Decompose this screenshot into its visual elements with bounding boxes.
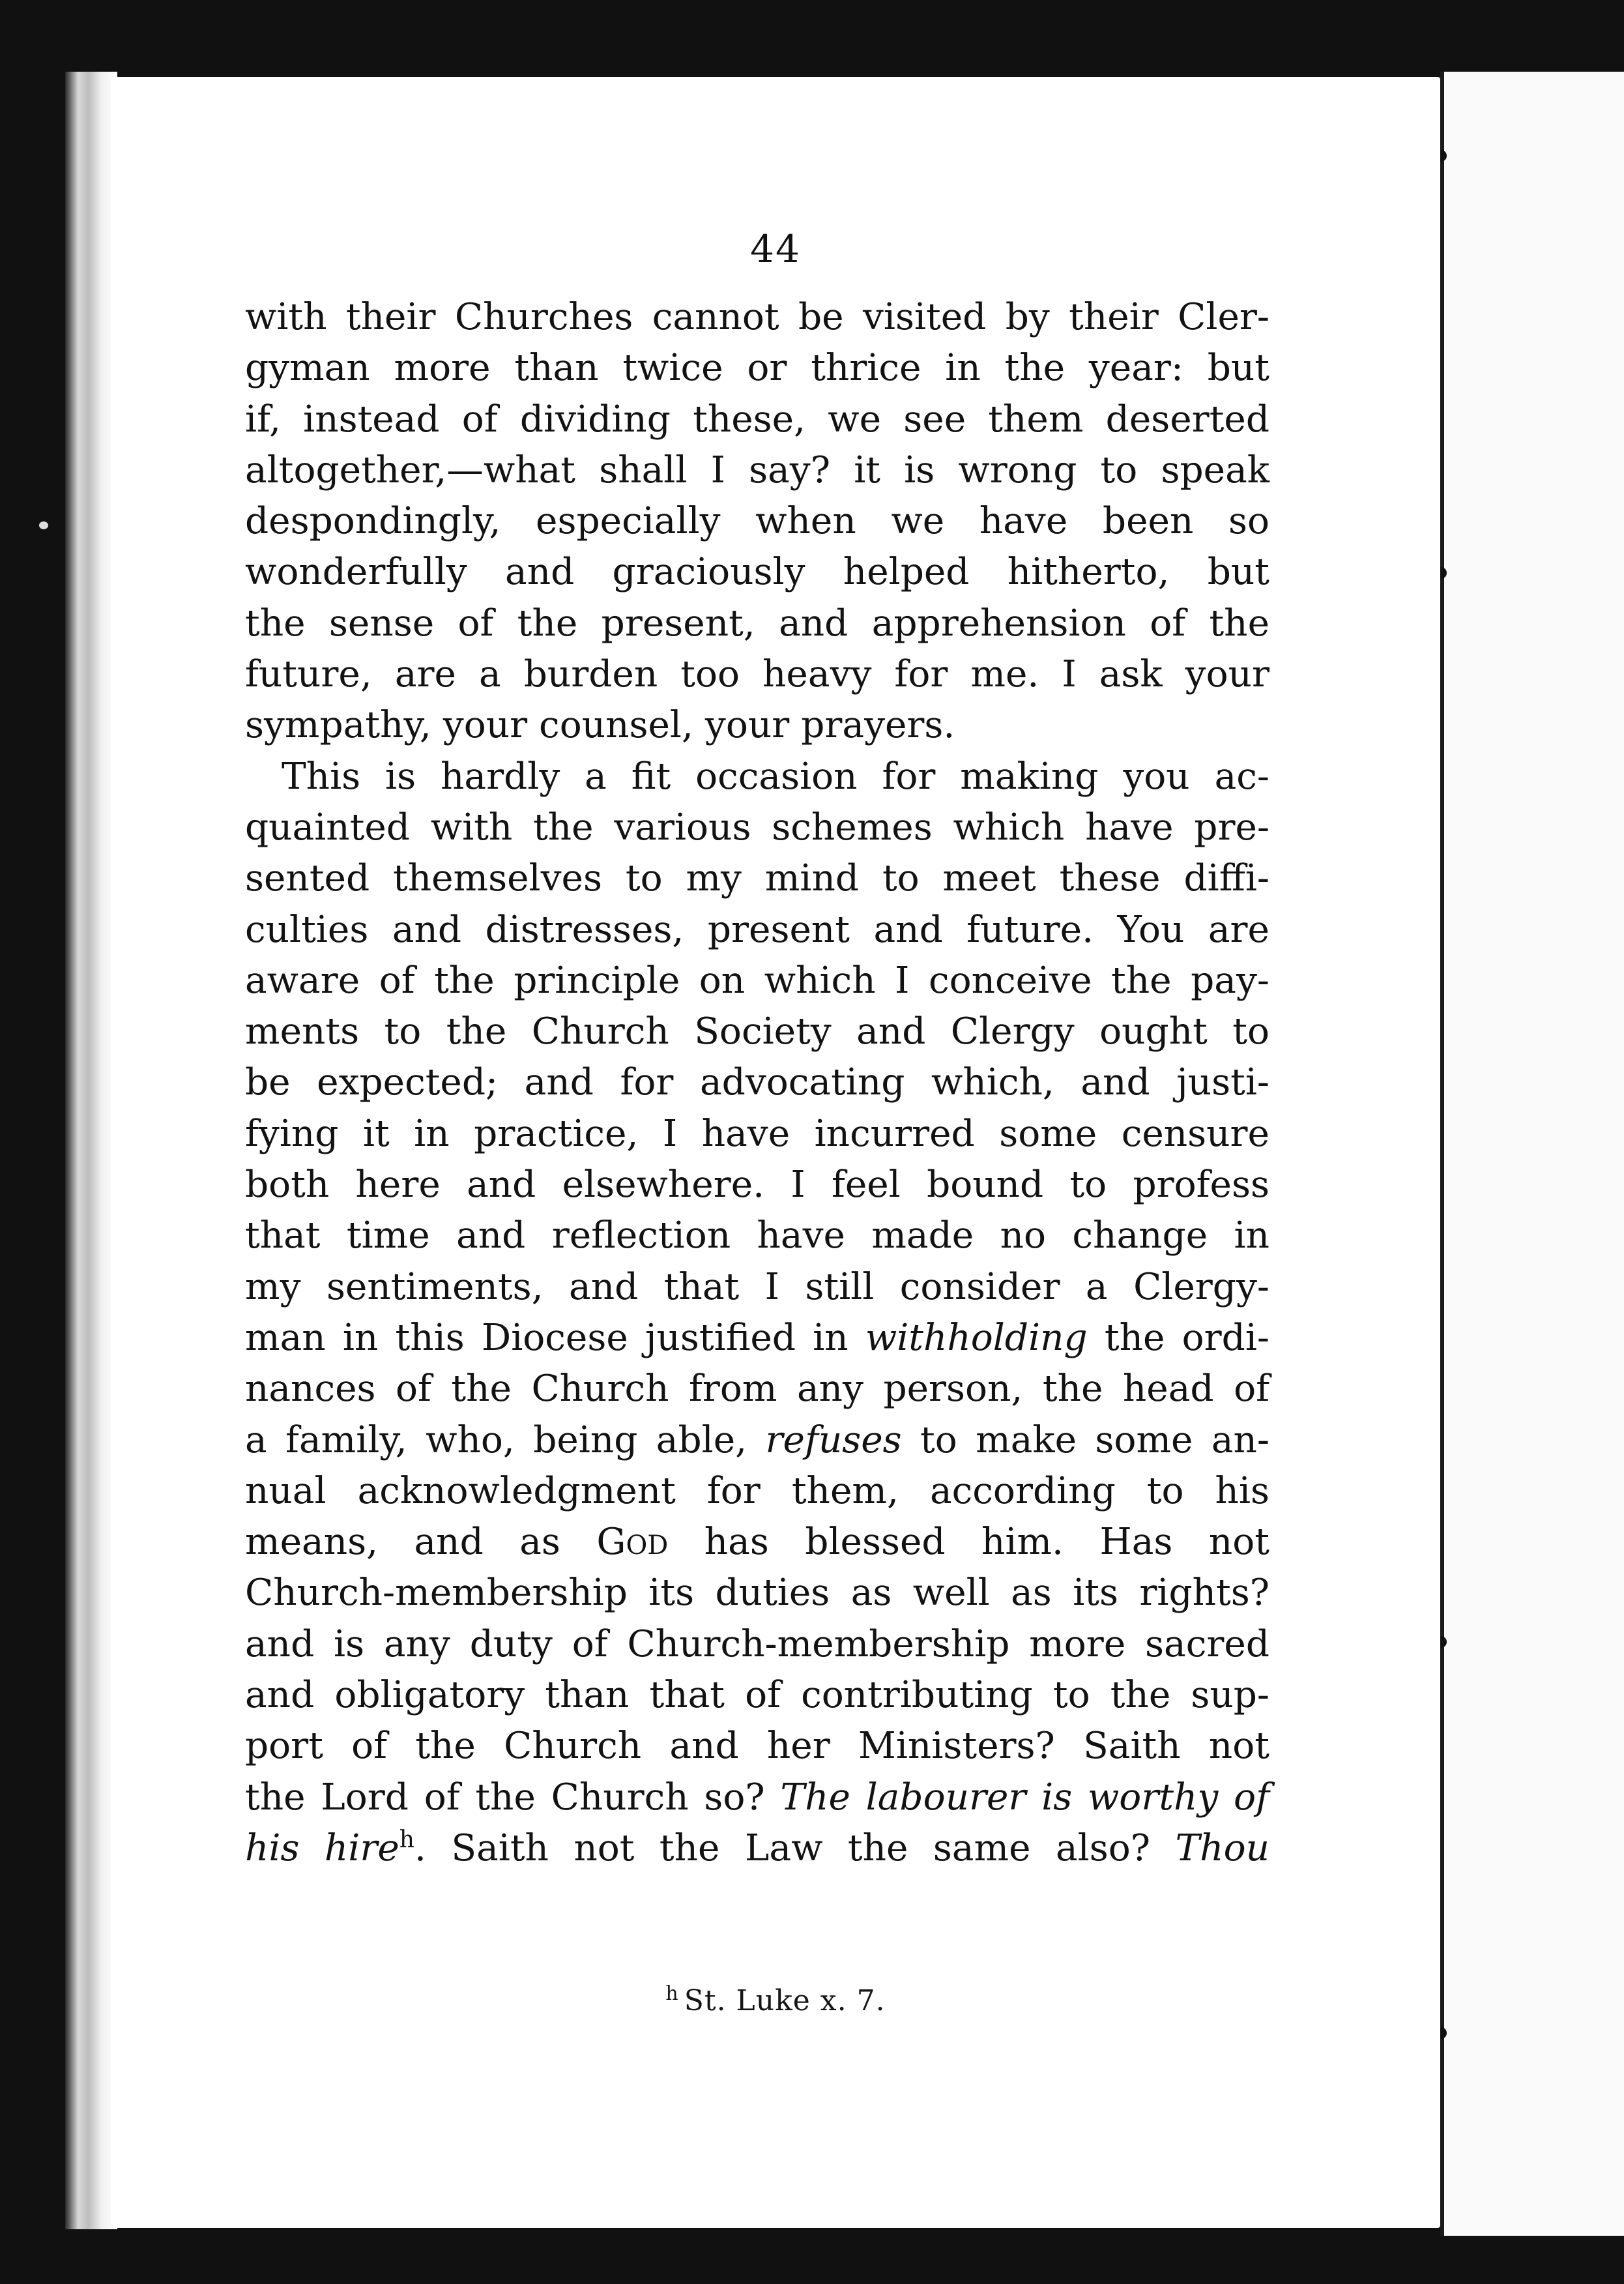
text-line [245, 1006, 1269, 1057]
book-binding-edge [65, 72, 117, 2229]
footnote [111, 1984, 1440, 2017]
footnote-reference: h [399, 1826, 414, 1854]
text-line [245, 394, 1269, 445]
text-run: This is hardly a fit occasion for making you ac- [282, 755, 1269, 798]
text-line [245, 1721, 1269, 1772]
scan-speck [39, 521, 48, 529]
text-run: culties and distresses, present and future. You are [245, 908, 1269, 951]
text-run: if, instead of dividing these, we see them deserted [245, 398, 1269, 441]
text-run: Church-membership its duties as well as its rights? [245, 1572, 1269, 1615]
text-run: fying it in practice, I have incurred some censure [245, 1112, 1269, 1155]
text-run: future, are a burden too heavy for me. I ask your [245, 653, 1269, 696]
text-run: a family, who, being able, [245, 1418, 766, 1461]
footnote-marker: h [665, 1982, 679, 2006]
small-caps-text: God [596, 1521, 669, 1564]
italic-text: refuses [765, 1418, 902, 1461]
text-line [245, 1466, 1269, 1517]
text-line [245, 853, 1269, 904]
text-run: nances of the Church from any person, the head of [245, 1368, 1269, 1411]
text-run: nual acknowledgment for them, according to his [245, 1469, 1269, 1512]
text-line [245, 598, 1269, 649]
text-run: sented themselves to my mind to meet these diffi- [245, 857, 1269, 900]
text-run: and is any duty of Church-membership more sacred [245, 1622, 1269, 1665]
scan-speck [293, 13, 302, 20]
text-run: the sense of the present, and apprehension of the [245, 602, 1269, 645]
text-line [245, 1364, 1269, 1414]
text-line [245, 905, 1269, 956]
text-run: to make some an- [901, 1418, 1269, 1461]
text-run: sympathy, your counsel, your prayers. [245, 704, 955, 747]
facing-page-edge [1440, 72, 1624, 2236]
text-run: be expected; and for advocating which, and justi- [245, 1061, 1269, 1104]
text-line [245, 649, 1269, 700]
italic-text: his hire [245, 1826, 399, 1869]
text-run: both here and elsewhere. I feel bound to profess [245, 1164, 1269, 1207]
text-line [245, 1160, 1269, 1210]
text-line [245, 1415, 1269, 1466]
text-line [245, 343, 1269, 394]
text-run: port of the Church and her Ministers? Saith not [245, 1725, 1269, 1768]
text-run: quainted with the various schemes which have pre- [245, 806, 1269, 849]
text-run: the Lord of the Church so? [245, 1776, 781, 1819]
text-run: gyman more than twice or thrice in the year: but [245, 347, 1269, 390]
text-run: has blessed him. Has not [668, 1521, 1269, 1564]
text-run: my sentiments, and that I still consider a Clergy- [245, 1265, 1269, 1308]
text-line [245, 1313, 1269, 1364]
text-run: . Saith not the Law the same also? [414, 1826, 1176, 1869]
text-line [245, 547, 1269, 598]
page-number: 44 [750, 227, 801, 271]
italic-text: withholding [865, 1316, 1088, 1359]
text-line [245, 700, 1269, 751]
text-run: altogether,—what shall I say? it is wrong to speak [245, 448, 1269, 491]
text-run: means, and as [245, 1521, 597, 1564]
text-line [245, 445, 1269, 496]
text-run: the ordi- [1087, 1316, 1269, 1359]
text-line [245, 1772, 1269, 1823]
text-line [245, 1568, 1269, 1618]
text-run: ments to the Church Society and Clergy ought to [245, 1010, 1269, 1053]
text-run: wonderfully and graciously helped hitherto, but [245, 551, 1269, 594]
text-line [245, 1057, 1269, 1108]
footnote-text: St. Luke x. 7. [684, 1984, 886, 2017]
text-line [245, 292, 1269, 343]
text-run: aware of the principle on which I conceive the pay- [245, 959, 1269, 1002]
text-line [245, 752, 1269, 802]
text-run: with their Churches cannot be visited by their Cler- [245, 296, 1269, 338]
text-line [245, 1670, 1269, 1721]
text-run: man in this Diocese justified in [245, 1316, 865, 1359]
text-line [245, 1619, 1269, 1670]
text-run: and obligatory than that of contributing to the sup- [245, 1674, 1269, 1717]
scan-speck [799, 20, 812, 29]
italic-text: Thou [1175, 1826, 1269, 1869]
text-line [245, 496, 1269, 547]
text-run: despondingly, especially when we have been so [245, 500, 1269, 543]
text-line [245, 1823, 1269, 1874]
text-line [245, 802, 1269, 853]
text-line [245, 1210, 1269, 1261]
text-line [245, 1262, 1269, 1313]
body-text [245, 292, 1269, 1874]
text-line [245, 1109, 1269, 1160]
text-line [245, 1517, 1269, 1568]
text-run: that time and reflection have made no change in [245, 1214, 1269, 1257]
italic-text: The labourer is worthy of [780, 1776, 1269, 1819]
text-line [245, 956, 1269, 1006]
